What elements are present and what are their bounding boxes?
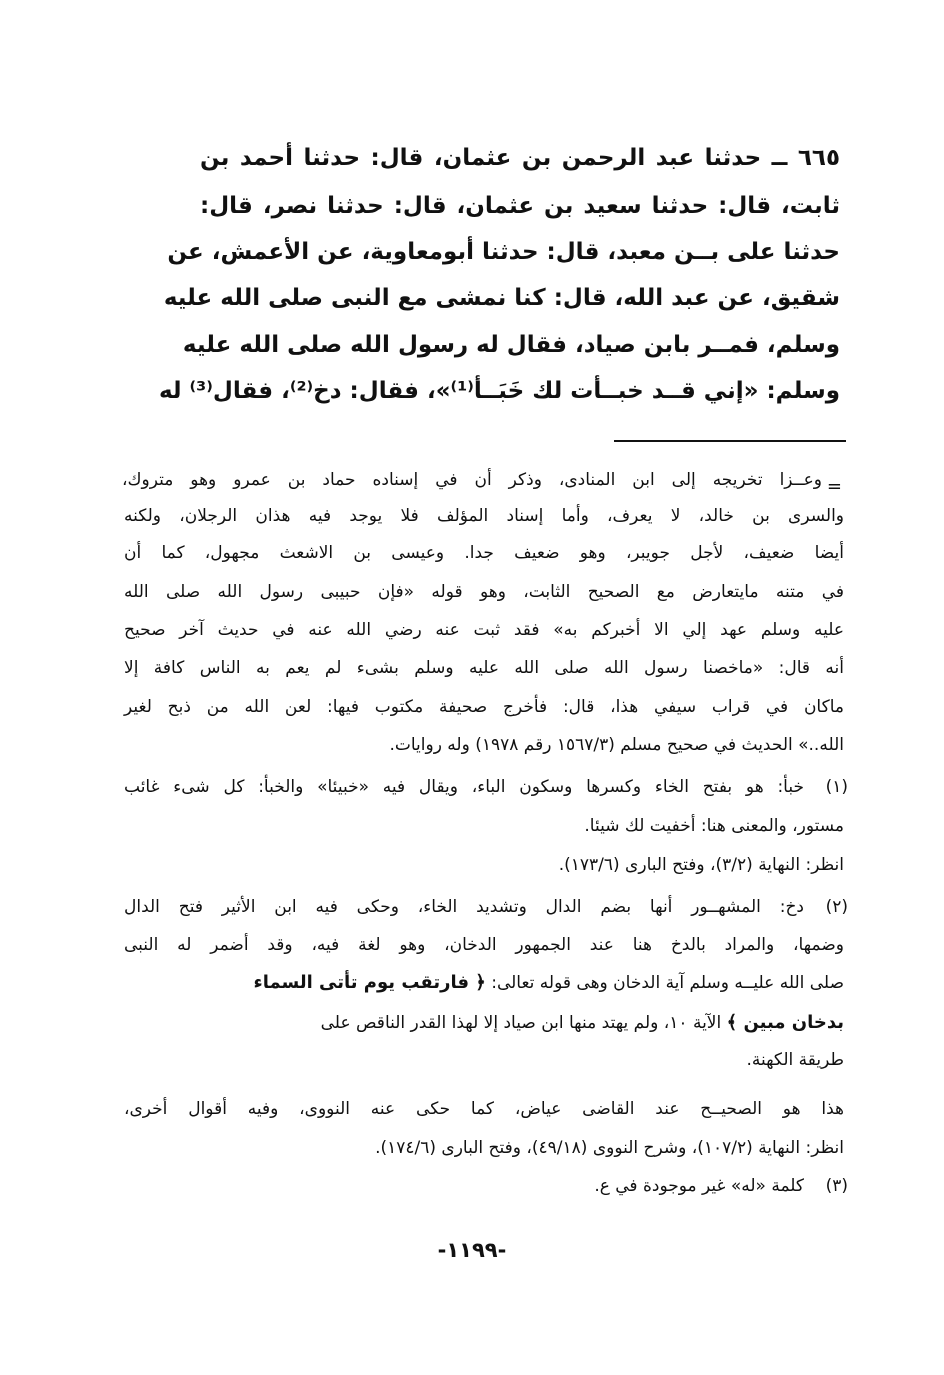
hadith-line: وسلم، فمــر بابن صياد، فقال له رسول الله صلى الله عليه	[182, 332, 840, 358]
hadith-line: حدثنا على بــن معبد، قال: حدثنا أبومعاوية، عن الأعمش، عن	[167, 239, 840, 265]
footnote-line: عليه وسلم عهد إلي الا أخبركم به» فقد ثبت عنه رضي الله عنه في حديث آخر صحيح	[124, 620, 844, 640]
hadith-line: ثابت، قال: حدثنا سعيد بن عثمان، قال: حدثنا نصر، قال:	[200, 193, 840, 219]
footnote-line: الله..» الحديث في صحيح مسلم (١٥٦٧/٣ رقم ١٩٧٨) وله روايات.	[389, 735, 844, 755]
footnote-number: (٣)	[825, 1176, 848, 1196]
footnote-number: (٢)	[825, 897, 848, 917]
footnote-line: انظر: النهاية (٣/٢)، وفتح البارى (١٧٣/٦).	[558, 855, 844, 875]
page-number: -١١٩٩-	[437, 1238, 507, 1262]
quran-verse: بدخان مبين ﴾	[726, 1012, 844, 1033]
footnote-line: طريقة الكهنة.	[746, 1050, 844, 1070]
continuation-mark: =	[826, 476, 842, 497]
footnote-line: مستور، والمعنى هنا: أخفيت لك شيئا.	[584, 816, 844, 836]
footnote-text: الآية ١٠، ولم يهتد منها ابن صياد إلا لهذا القدر الناقص على	[320, 1013, 727, 1033]
hadith-line: وسلم: «إني قــد خبــأت لك خَبَــأ⁽¹⁾»، فقال: دخ⁽²⁾، فقال⁽³⁾ له	[158, 378, 840, 404]
footnote-separator	[614, 440, 846, 442]
quran-verse: ﴿ فارتقب يوم تأتى السماء	[253, 972, 486, 993]
footnote-line: في متنه مايتعارض مع الصحيح الثابت، وهو قوله «فإن حبيبى رسول الله صلى الله	[124, 582, 844, 602]
footnote-line	[124, 1014, 844, 1032]
footnote-line: هذا هو الصحيــح عند القاضى عياض، كما حكى عنه النووى، وفيه أقوال أخرى،	[124, 1099, 844, 1119]
footnote-line: خبأ: هو بفتح الخاء وكسرها وسكون الباء، ويقال فيه «خبيئا» والخبأ: كل شىء غائب	[124, 777, 804, 797]
footnote-line: انظر: النهاية (١٠٧/٢)، وشرح النووى (٤٩/١٨)، وفتح البارى (١٧٤/٦).	[375, 1138, 844, 1158]
footnote-line: أنه قال: «ماخصنا رسول الله صلى الله عليه وسلم بشىء لم يعم به الناس كافة إلا	[124, 658, 844, 678]
footnote-line: أيضا ضعيف، لأجل جويبر، وهو ضعيف جدا. وعيسى بن الاشعث مجهول، كما أن	[124, 543, 844, 563]
hadith-line: شقيق، عن عبد الله، قال: كنا نمشى مع النبى صلى الله عليه	[163, 285, 840, 311]
footnote-number: (١)	[825, 777, 848, 797]
footnote-line: دخ: المشهــور أنها بضم الدال وتشديد الخاء، وحكى فيه ابن الأثير فتح الدال	[124, 897, 804, 917]
footnote-line: ماكان في قراب سيفي هذا، قال: فأخرج صحيفة مكتوب فيها: لعن الله من ذبح لغير	[124, 697, 844, 717]
footnote-line: وضمها، والمراد بالدخ هنا عند الجمهور الدخان، وهو لغة فيه، وقد أضمر له النبى	[124, 935, 844, 955]
footnote-line: وعــزا تخريجه إلى ابن المنادى، وذكر أن في إسناده حماد بن عمرو وهو متروك،	[122, 470, 822, 490]
footnote-line: والسرى بن خالد، لا يعرف، وأما إسناد المؤلف فلا يوجد فيه هذان الرجلان، ولكنه	[124, 506, 844, 526]
hadith-line: ٦٦٥ ــ حدثنا عبد الرحمن بن عثمان، قال: حدثنا أحمد بن	[200, 145, 840, 171]
footnote-text: صلى الله عليــه وسلم آية الدخان وهى قوله تعالى:	[485, 973, 844, 993]
footnote-line: كلمة «له» غير موجودة في ع.	[594, 1176, 804, 1196]
footnote-line	[124, 974, 844, 992]
